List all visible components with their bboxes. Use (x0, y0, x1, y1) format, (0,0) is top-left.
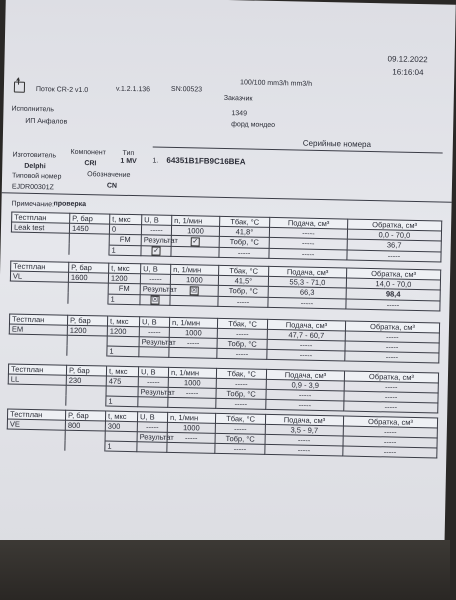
result-mark (141, 245, 171, 256)
return-range: ----- (345, 331, 439, 343)
feed-range: 47,7 - 60,7 (267, 329, 345, 341)
return-result: ----- (343, 436, 437, 448)
result-checkbox-icon: ✓ (153, 247, 160, 255)
row-index: 1 (108, 294, 140, 305)
test-name: VL (10, 271, 68, 282)
typenum-label: Типовой номер (12, 172, 62, 181)
col-time: t, мкс (107, 316, 139, 327)
col-tank-temp: Тбак, °С (219, 265, 269, 276)
fm-label: FM (108, 283, 140, 294)
col-return: Обратка, см³ (345, 321, 439, 333)
feed-dash: ----- (266, 399, 344, 411)
result-label: Результат (139, 337, 169, 348)
background-surface (0, 540, 450, 600)
col-feed: Подача, см³ (270, 217, 348, 229)
result-checkbox-icon: ☒ (151, 296, 159, 304)
test-table-vl (9, 261, 441, 312)
row-index: 1 (106, 396, 138, 407)
col-testplan: Тестплан (7, 409, 65, 420)
return-temp-label: Тобр, °С (215, 433, 265, 444)
empty-cell (10, 292, 68, 304)
col-testplan: Тестплан (9, 314, 67, 325)
test-table-em (8, 313, 440, 363)
col-rpm: n, 1/мин (172, 215, 220, 226)
empty-cell (66, 395, 106, 406)
test-voltage: ----- (139, 327, 169, 338)
return-range: ----- (344, 381, 438, 393)
designation-value: CN (106, 182, 118, 190)
return-temp-label: Тобр, °С (217, 338, 267, 349)
customer-label: Заказчик (223, 94, 253, 103)
result-label: Результат (141, 235, 171, 246)
report-date: 09.12.2022 (387, 54, 428, 65)
col-pressure: P, бар (67, 315, 107, 326)
device-serial: SN:00523 (170, 85, 203, 94)
return-range: 0,0 - 70,0 (347, 229, 441, 241)
col-tank-temp: Тбак, °С (215, 413, 265, 424)
test-tank-temp: ----- (215, 423, 265, 434)
test-table-leak-test (10, 212, 442, 263)
return-temp-dash: ----- (218, 296, 268, 308)
feed-dash: ----- (269, 248, 347, 260)
empty-cell (68, 293, 108, 304)
return-temp-label: Тобр, °С (218, 285, 268, 297)
return-temp-dash: ----- (215, 443, 265, 454)
row-index: 1 (107, 346, 139, 357)
test-time: 1200 (107, 326, 139, 337)
return-result: ----- (344, 391, 438, 403)
test-pressure: 1600 (68, 272, 108, 283)
col-feed: Подача, см³ (267, 319, 345, 331)
col-pressure: P, бар (70, 213, 110, 224)
test-rpm: 1000 (167, 422, 215, 433)
return-dash: ----- (344, 401, 438, 413)
feed-range: ----- (269, 227, 347, 239)
col-tank-temp: Тбак, °С (217, 318, 267, 329)
maker-label: Изготовитель (12, 151, 57, 160)
col-return: Обратка, см³ (347, 268, 441, 280)
empty-cell (137, 442, 167, 453)
return-dash: ----- (343, 446, 437, 458)
col-rpm: n, 1/мин (168, 367, 216, 378)
feed-range: 55,3 - 71,0 (268, 276, 346, 288)
empty-cell (69, 244, 109, 255)
feed-result: ----- (266, 389, 344, 401)
empty-cell (8, 394, 66, 405)
feed-result: 66,3 (268, 286, 346, 298)
col-time: t, мкс (105, 411, 137, 422)
return-result: 36,7 (347, 239, 441, 251)
test-tank-temp: 41,5° (218, 275, 268, 286)
feed-range: 0,9 - 3,9 (266, 379, 344, 391)
test-name: EM (9, 324, 67, 335)
divider (153, 146, 443, 153)
result-label: Результат (137, 432, 167, 443)
col-feed: Подача, см³ (265, 414, 343, 426)
empty-cell (9, 344, 67, 355)
col-return: Обратка, см³ (348, 219, 442, 231)
empty-cell (107, 336, 139, 347)
test-voltage: ----- (140, 274, 170, 285)
feed-dash: ----- (267, 349, 345, 361)
component-label: Компонент (70, 148, 106, 157)
result-label: Результат (140, 284, 170, 295)
result-dash: ----- (167, 432, 215, 443)
test-time: 0 (109, 224, 141, 235)
return-range: ----- (343, 426, 437, 438)
row-index: 1 (109, 245, 141, 256)
maker-value: Delphi (24, 162, 46, 171)
col-pressure: P, бар (65, 410, 105, 421)
col-voltage: U, B (141, 264, 171, 275)
test-time: 475 (106, 376, 138, 387)
test-voltage: ----- (137, 422, 167, 433)
upload-icon (14, 82, 25, 93)
customer-number: 1349 (231, 110, 248, 118)
col-feed: Подача, см³ (269, 266, 347, 278)
executor-value: ИП Анфалов (25, 117, 68, 126)
test-pressure: 1200 (67, 325, 107, 336)
return-temp-label: Тобр, °С (219, 236, 269, 248)
test-voltage: ----- (138, 377, 168, 388)
empty-cell (168, 397, 216, 408)
program-name: Поток CR-2 v1.0 (35, 85, 89, 95)
test-tank-temp: ----- (216, 378, 266, 389)
col-rpm: n, 1/мин (171, 264, 219, 275)
col-time: t, мкс (109, 263, 141, 274)
col-return: Обратка, см³ (344, 371, 438, 383)
feed-result: ----- (267, 339, 345, 351)
col-time: t, мкс (106, 366, 138, 377)
test-rpm: 1000 (170, 274, 218, 285)
result-mark (140, 294, 170, 305)
col-pressure: P, бар (66, 365, 106, 376)
serial-value: 64351B1FB9C16BEA (166, 155, 246, 167)
feed-range: 3,5 - 9,7 (265, 424, 343, 436)
return-temp-label: Тобр, °С (216, 388, 266, 399)
col-pressure: P, бар (69, 262, 109, 273)
test-name: Leak test (11, 222, 69, 233)
test-voltage: ----- (141, 225, 171, 236)
test-time: 1200 (108, 273, 140, 284)
result-dash: ----- (169, 337, 217, 348)
col-feed: Подача, см³ (266, 369, 344, 381)
return-range: 14,0 - 70,0 (346, 278, 440, 290)
designation-label: Обозначение (87, 171, 131, 179)
result-checkbox-icon: ✓ (192, 237, 199, 245)
empty-cell (170, 295, 218, 307)
units-label: 100/100 mm3/h mm3/h (240, 79, 313, 88)
type-label: Тип (122, 149, 135, 158)
feed-dash: ----- (268, 297, 346, 309)
feed-result: ----- (265, 434, 343, 446)
col-voltage: U, B (137, 412, 167, 423)
return-dash: ----- (347, 250, 441, 262)
result-checkbox-icon: ☒ (191, 286, 198, 294)
test-rpm: 1000 (171, 225, 219, 236)
empty-cell (68, 282, 108, 293)
return-dash: ----- (346, 299, 440, 311)
program-version: v.1.2.1.136 (115, 85, 151, 94)
note-label: Примечание: (11, 200, 55, 209)
col-rpm: n, 1/мин (167, 412, 215, 423)
feed-result: ----- (269, 237, 347, 249)
col-testplan: Тестплан (8, 364, 66, 375)
empty-cell (67, 345, 107, 356)
empty-cell (65, 440, 105, 451)
empty-cell (11, 243, 69, 255)
result-label: Результат (138, 387, 168, 398)
col-rpm: n, 1/мин (169, 317, 217, 328)
test-tank-temp: 41,8° (219, 226, 269, 237)
note-value: проверка (53, 200, 87, 209)
empty-cell (138, 397, 168, 408)
return-dash: ----- (345, 351, 439, 363)
executor-label: Исполнитель (11, 105, 54, 114)
test-table-ve (6, 408, 438, 458)
col-return: Обратка, см³ (343, 416, 437, 428)
empty-cell (169, 347, 217, 358)
col-voltage: U, B (139, 317, 169, 328)
return-temp-dash: ----- (216, 398, 266, 409)
typenum-value: EJDR00301Z (11, 183, 54, 192)
return-temp-dash: ----- (217, 348, 267, 359)
empty-cell (105, 431, 137, 442)
empty-cell (139, 347, 169, 358)
return-result: 98,4 (346, 288, 440, 300)
customer-car: форд мондео (231, 121, 276, 130)
report-time: 16:16:04 (392, 67, 424, 78)
col-testplan: Тестплан (11, 261, 69, 272)
empty-cell (106, 386, 138, 397)
fm-label: FM (109, 234, 141, 245)
empty-cell (171, 246, 219, 258)
serial-index: 1. (152, 157, 159, 165)
col-tank-temp: Тбак, °С (220, 216, 270, 227)
component-value: CRI (84, 160, 97, 168)
return-result: ----- (345, 341, 439, 353)
row-index: 1 (105, 441, 137, 452)
empty-cell (167, 442, 215, 453)
test-pressure: 800 (65, 420, 105, 431)
col-time: t, мкс (110, 214, 142, 225)
col-voltage: U, B (142, 215, 172, 226)
type-value: 1 MV (120, 157, 137, 166)
test-name: VE (7, 419, 65, 430)
test-pressure: 1450 (69, 223, 109, 234)
empty-cell (7, 439, 65, 450)
test-name: LL (8, 374, 66, 385)
test-rpm: 1000 (169, 327, 217, 338)
test-rpm: 1000 (168, 377, 216, 388)
col-tank-temp: Тбак, °С (216, 368, 266, 379)
serials-label: Серийные номера (302, 138, 372, 150)
test-pressure: 230 (66, 375, 106, 386)
test-time: 300 (105, 421, 137, 432)
feed-dash: ----- (265, 444, 343, 456)
test-tank-temp: ----- (217, 328, 267, 339)
test-table-ll (7, 363, 439, 413)
result-dash: ----- (168, 387, 216, 398)
col-voltage: U, B (138, 367, 168, 378)
return-temp-dash: ----- (219, 247, 269, 259)
col-testplan: Тестплан (12, 212, 70, 223)
